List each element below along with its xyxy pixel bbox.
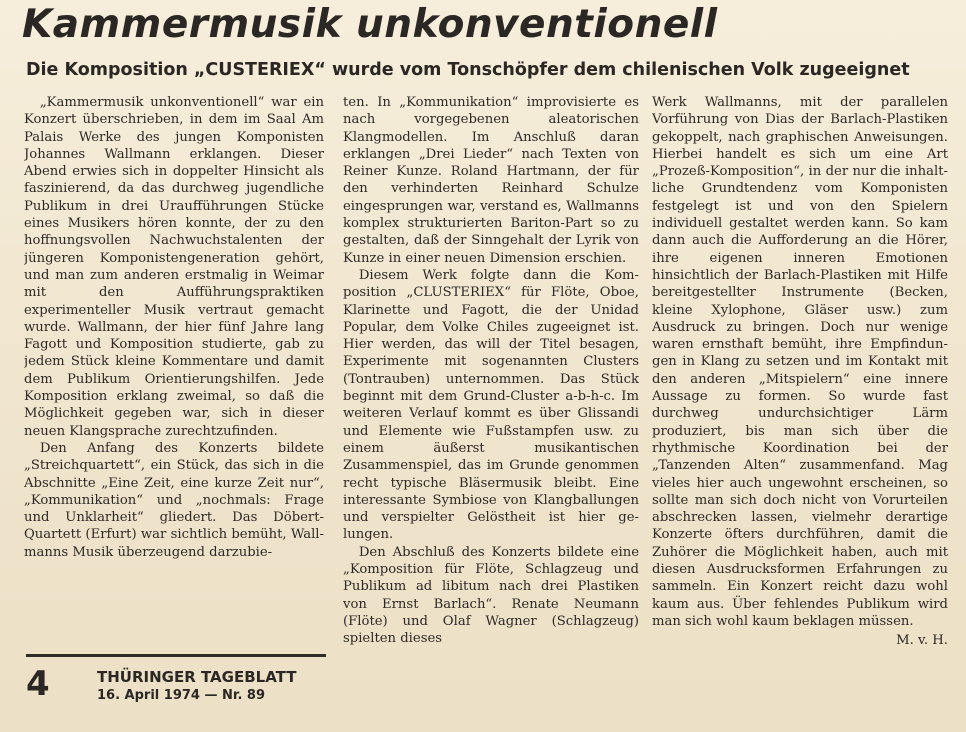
issue-date: 16. April 1974 — Nr. 89 xyxy=(97,688,265,703)
paragraph-lieder: ten. In „Kommunikation“ improvisierte es nach vorgegebenen aleatorischen Klangmodellen. Im Anschluß daran erklangen „Drei Lieder“ nach Texten von Reiner Kunze. Roland Hartmann, der für den verhinderten Reinhard Schulze eingesprungen war, verstand es, Wallmanns komplex strukturierten Bariton-Part so zu gestalten, daß der Sinngehalt der Lyrik von Kunze in einer neuen Dimension erschien. xyxy=(343,95,639,266)
paragraph-streichquartett: Den Anfang des Konzerts bildete „Streichquartett“, ein Stück, das sich in die Abschnitte „Eine Zeit, eine kurze Zeit nur“, „Kommunikation“ und „nochmals: Frage und Unklarheit“ gliedert. Das Döbert-Quartett (Erfurt) war sichtlich bemüht, Wallmanns Musik überzeugend darzubie- xyxy=(24,440,324,560)
page-number: 4 xyxy=(26,664,50,704)
paragraph-prozess-komposition: Werk Wallmanns, mit der parallelen Vorführung von Dias der Barlach-Plastiken gekoppelt, nach graphischen Anweisungen. Hierbei handelt es sich um eine Art „Prozeß-Komposition“, in der nur die inhaltliche Grundtendenz vom Komponisten festgelegt ist und von den Spielern individuell gestaltet werden kann. So kam dann auch die Aufforderung an die Hörer, ihre eigenen inneren Emotionen hinsichtlich der Barlach-Plastiken mit Hilfe bereitgestellter Instrumente (Becken, kleine Xylophone, Gläser usw.) zum Ausdruck zu bringen. Doch nur wenige waren ernsthaft bemüht, ihre Empfindungen in Klang zu setzen und im Kontakt mit den anderen „Mitspielern“ eine innere Aussage zu formen. So wurde fast durchweg undurchsichtiger Lärm produziert, bis man sich über die rhythmische Koordination bei der „Tanzenden Alten“ zusammenfand. Mag vieles hier auch ungewohnt erscheinen, so sollte man sich doch nicht von Vorurteilen abschrecken lassen, vielmehr derartige Konzerte öfters durchführen, damit die Zuhörer die Möglichkeit haben, auch mit diesen Ausdrucksformen Erfahrungen zu sammeln. Ein Konzert reicht dazu wohl kaum aus. Über fehlendes Publikum wird man sich wohl kaum beklagen müssen. xyxy=(652,95,948,629)
article-column-1 xyxy=(24,94,324,650)
article-column-3 xyxy=(652,94,948,712)
headline: Kammermusik unkonventionell xyxy=(22,2,718,47)
paragraph-intro: „Kammermusik unkonventionell“ war ein Konzert überschrieben, in dem im Saal Am Palais Werke des jungen Komponisten Johannes Wallmann erklangen. Dieser Abend erwies sich in doppelter Hinsicht als faszinierend, da das durchweg jugendliche Publikum in drei Uraufführungen Stücke eines Musikers hören konnte, der zu den hoffnungsvollen Nachwuchstalenten der jüngeren Komponistengeneration gehört, und man zum anderen erstmalig in Weimar mit den Aufführungspraktiken experimenteller Musik vertraut gemacht wurde. Wallmann, der hier fünf Jahre lang Fagott und Komposition studierte, gab zu jedem Stück kleine Kommentare und damit dem Publikum Orientierungshilfen. Jede Komposition erklang zweimal, so daß die Möglichkeit gegeben war, sich in dieser neuen Klangsprache zurechtzufinden. xyxy=(24,95,324,439)
footer-divider xyxy=(26,654,326,657)
subheadline: Die Komposition „CUSTERIEX“ wurde vom Tonschöpfer dem chilenischen Volk zugeeignet xyxy=(26,60,910,80)
author-signature: M. v. H. xyxy=(896,633,948,649)
paragraph-clusteriex: Diesem Werk folgte dann die Komposition „CLUSTERIEX“ für Flöte, Oboe, Klarinette und Fagott, die der Unidad Popular, dem Volke Chiles zugeeignet ist. Hier werden, das will der Titel besagen, Experimente mit sogenannten Clusters (Tontrauben) unternommen. Das Stück beginnt mit dem Grund-Cluster a-b-h-c. Im weiteren Verlauf kommt es über Glissandi und Elemente wie Fußstampfen usw. zu einem äußerst musikantischen Zusammenspiel, das im Grunde genommen recht typische Bläsermusik bleibt. Eine interessante Symbiose von Klangballungen und verspielter Gelöstheit ist hier gelungen. xyxy=(343,267,639,543)
article-column-2 xyxy=(343,94,639,712)
newspaper-name: THÜRINGER TAGEBLATT xyxy=(97,668,297,686)
paragraph-barlach: Den Abschluß des Konzerts bildete eine „Komposition für Flöte, Schlagzeug und Publikum ad libitum nach drei Plastiken von Ernst Barlach“. Renate Neumann (Flöte) und Olaf Wagner (Schlagzeug) spielten dieses xyxy=(343,544,639,647)
